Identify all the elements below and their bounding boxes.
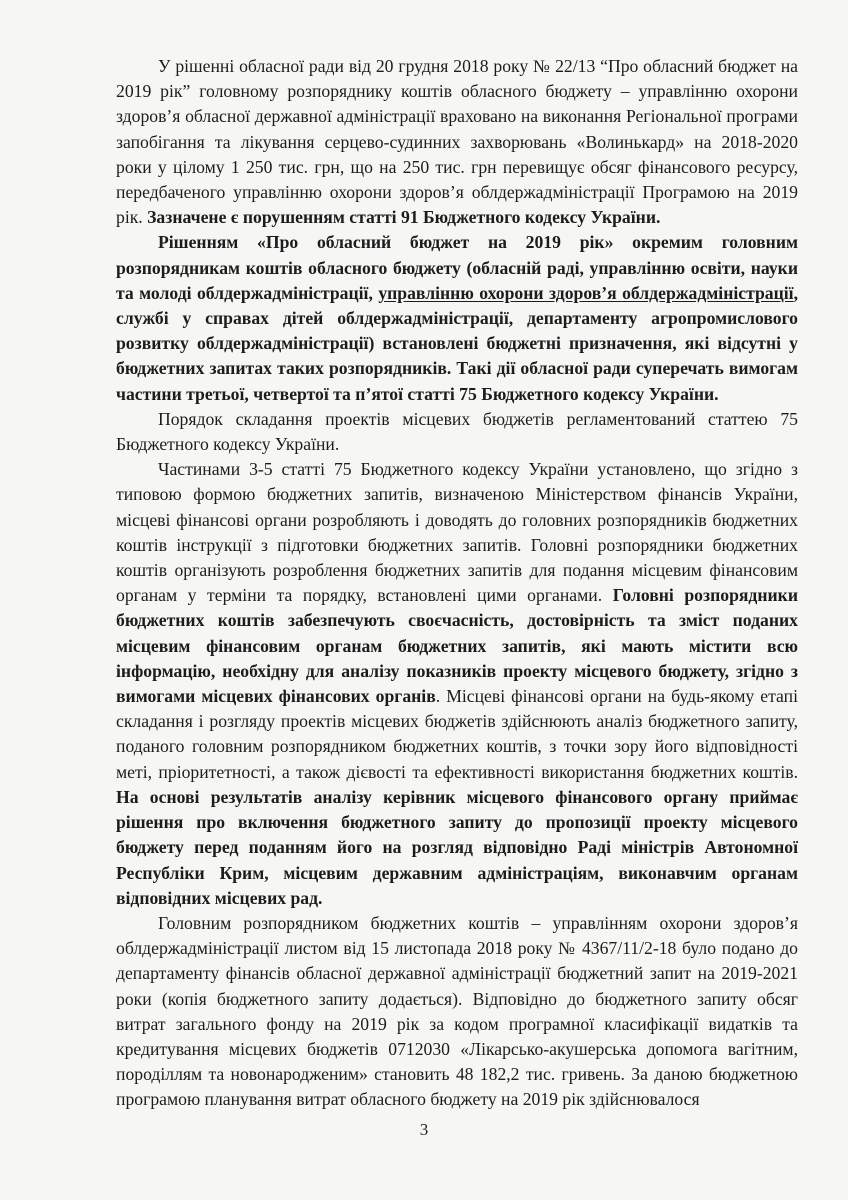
paragraph-5-text: Головним розпорядником бюджетних коштів – управлінням охорони здоров’я облдержадміністрації листом від 15 листопада 2018 року № 4367/11/2-18 було подано до департаменту фінансів обласної державної адміністрації бюджетний запит на 2019-2021 роки (копія бюджетного запиту додається). Відповідно до бюджетного запиту обсяг витрат загального фонду на 2019 рік за кодом програмної класифікації видатків та кредитування місцевих бюджетів 0712030 «Лікарсько-акушерська допомога вагітним, породіллям та новонародженим» становить 48 182,2 тис. гривень. За даною бюджетною програмою планування витрат обласного бюджету на 2019 рік здійснювалося	[116, 912, 798, 1110]
paragraph-2	[116, 230, 798, 406]
paragraph-4-emphasis-a: Головні розпорядники бюджетних коштів забезпечують своєчасність, достовірність та зміст поданих місцевим фінансовим органам бюджетних запитів, які мають містити всю інформацію, необхідну для аналізу показників проекту місцевого бюджету, згідно з вимогами місцевих фінансових органів	[116, 585, 798, 707]
paragraph-1-text: У рішенні обласної ради від 20 грудня 2018 року № 22/13 “Про обласний бюджет на 2019 рік” головному розпоряднику коштів обласного бюджету – управлінню охорони здоров’я обласної державної адміністрації враховано на виконання Регіональної програми запобігання та лікування серцево-судинних захворювань «Волинькард» на 2018-2020 роки у цілому 1 250 тис. грн, що на 250 тис. грн перевищує обсяг фінансового ресурсу, передбаченого управлінню охорони здоров’я облдержадміністрації Програмою на 2019 рік.	[116, 56, 798, 228]
paragraph-2-text-b: , службі у справах дітей облдержадміністрації, департаменту агропромислового розвитку облдержадміністрації) встановлені бюджетні призначення, які відсутні у бюджетних запитах таких розпорядників. Такі дії обласної ради суперечать вимогам частини третьої, четвертої та п’ятої статті 75 Бюджетного кодексу України.	[116, 282, 798, 404]
paragraph-4	[116, 457, 798, 911]
paragraph-3-text: Порядок складання проектів місцевих бюджетів регламентований статтею 75 Бюджетного кодексу України.	[116, 408, 798, 455]
paragraph-1-emphasis: Зазначене є порушенням статті 91 Бюджетного кодексу України.	[147, 207, 661, 228]
paragraph-5	[116, 911, 798, 1113]
paragraph-2-text-a: Рішенням «Про обласний бюджет на 2019 рік» окремим головним розпорядникам коштів обласного бюджету (обласній раді, управлінню освіти, науки та молоді облдержадміністрації,	[116, 232, 798, 303]
paragraph-4-emphasis-b: На основі результатів аналізу керівник місцевого фінансового органу приймає рішення про включення бюджетного запиту до пропозиції проекту місцевого бюджету перед поданням його на розгляд відповідно Раді міністрів Автономної Республіки Крим, місцевим державним адміністраціям, виконавчим органам відповідних місцевих рад.	[116, 786, 798, 908]
paragraph-3	[116, 407, 798, 457]
paragraph-2-underlined: управлінню охорони здоров’я облдержадміністрації	[378, 282, 794, 303]
document-body	[116, 54, 798, 1113]
paragraph-1	[116, 54, 798, 230]
page-number: 3	[419, 1120, 429, 1139]
paragraph-4-text-a: Частинами 3-5 статті 75 Бюджетного кодексу України установлено, що згідно з типовою формою бюджетних запитів, визначеною Міністерством фінансів України, місцеві фінансові органи розробляють і доводять до головних розпорядників бюджетних коштів інструкції з підготовки бюджетних запитів. Головні розпорядники бюджетних коштів організують розроблення бюджетних запитів для подання місцевим фінансовим органам у терміни та порядку, встановлені цими органами.	[116, 459, 798, 606]
paragraph-4-text-b: . Місцеві фінансові органи на будь-якому етапі складання і розгляду проектів місцевих бюджетів здійснюють аналіз бюджетного запиту, поданого головним розпорядником бюджетних коштів, з точки зору його відповідності меті, пріоритетності, а також дієвості та ефективності використання бюджетних коштів.	[116, 686, 798, 782]
